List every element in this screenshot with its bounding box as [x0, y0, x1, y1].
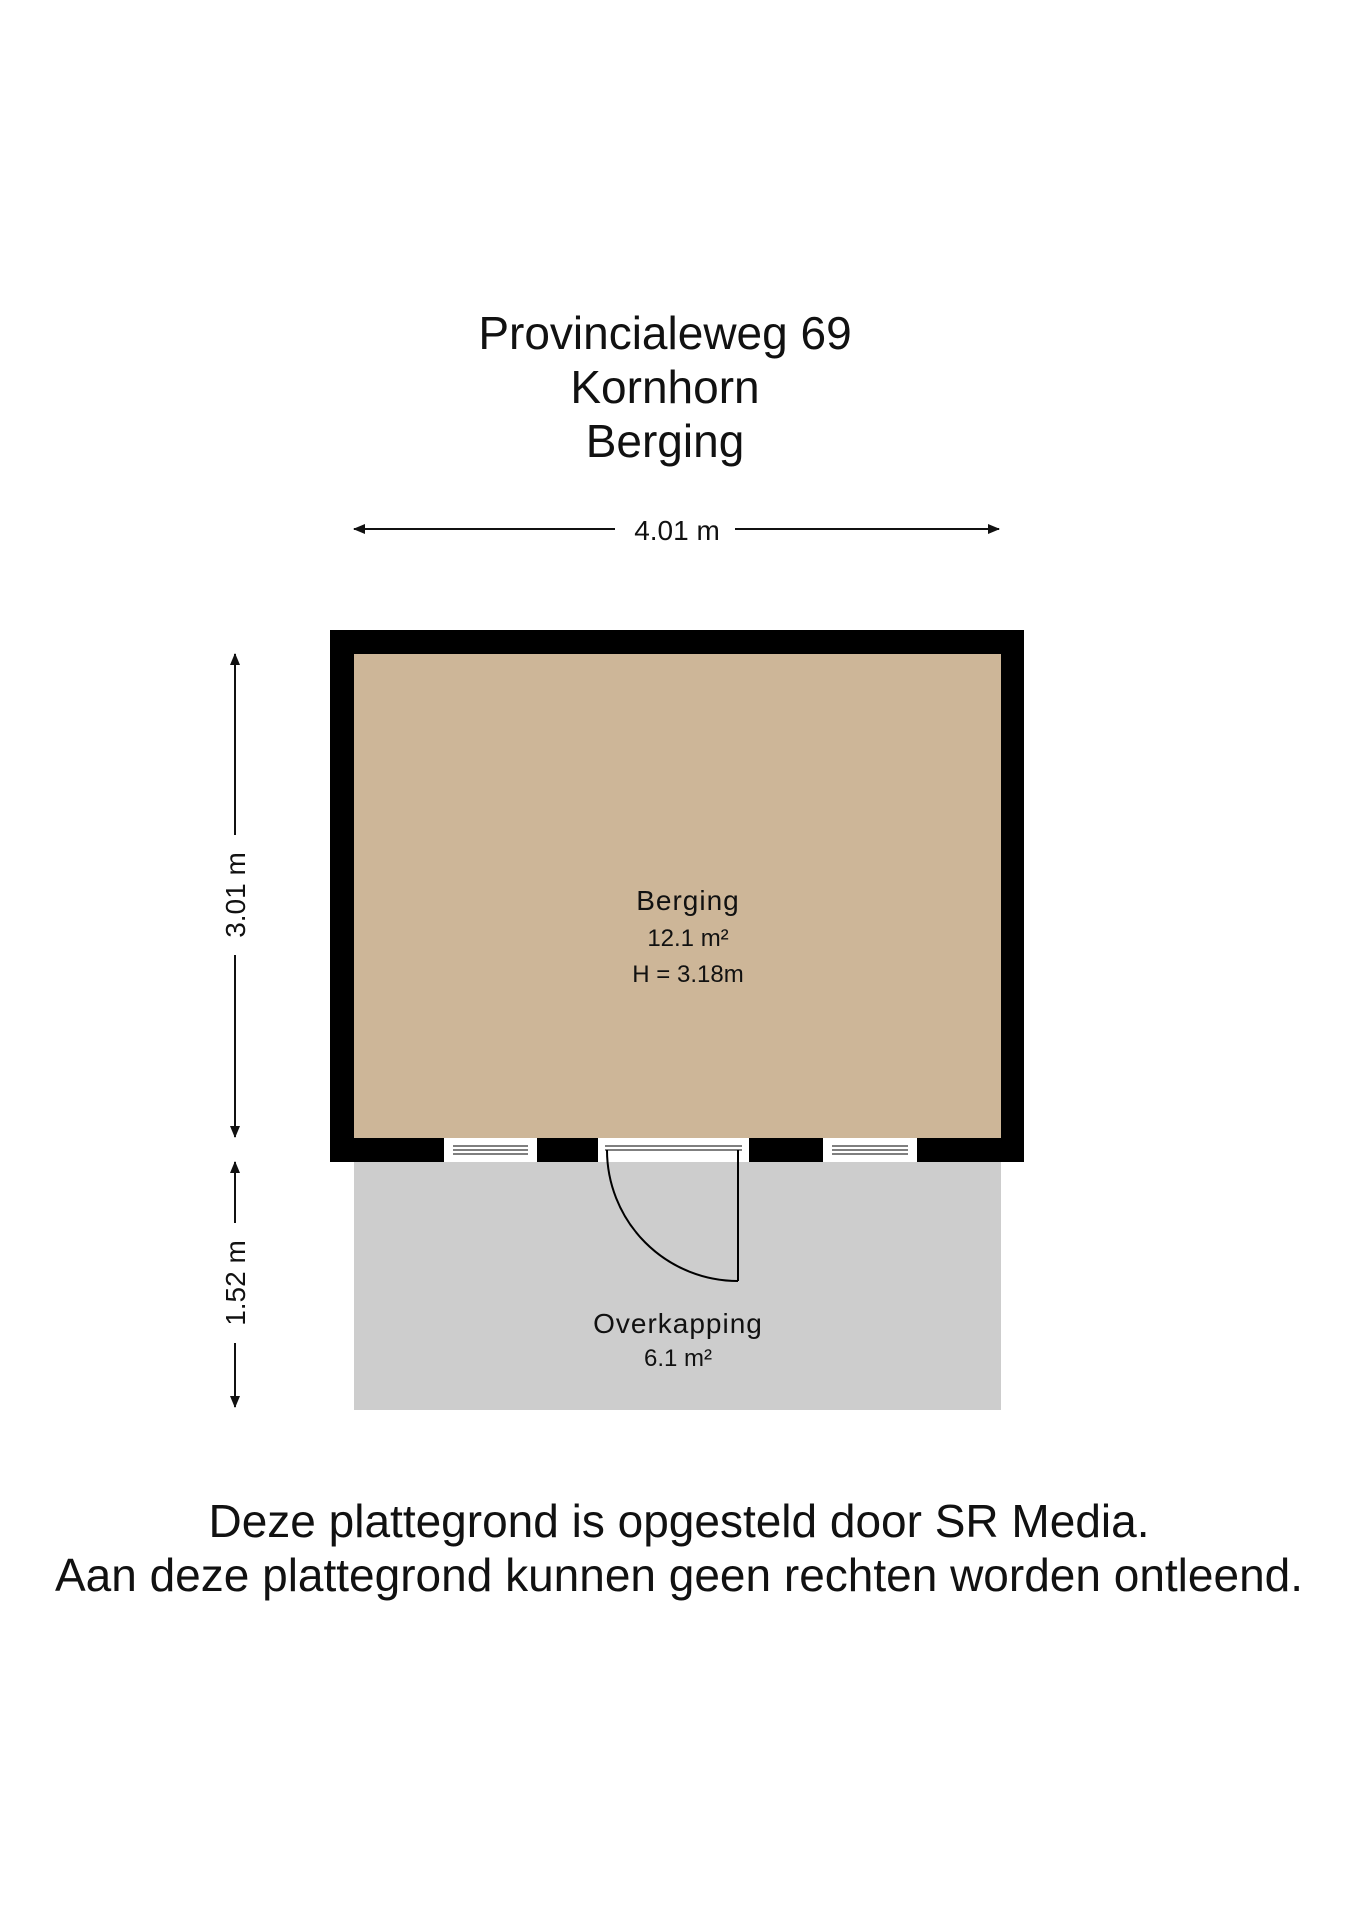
- door-opening: [597, 1138, 750, 1162]
- city-title: Kornhorn: [570, 361, 760, 413]
- disclaimer: [0, 1494, 1358, 1602]
- dimension-height-main: [220, 654, 251, 1137]
- room-label-berging: [632, 885, 743, 988]
- room-height-berging: H = 3.18m: [632, 961, 744, 988]
- dimension-width: [354, 515, 999, 546]
- room-area-berging: 12.1 m²: [647, 925, 729, 952]
- disclaimer-line-1: Deze plattegrond is opgesteld door SR Media.: [208, 1495, 1150, 1547]
- address-title: Provincialeweg 69: [478, 307, 852, 359]
- window-right: [822, 1138, 918, 1162]
- building-title: Berging: [585, 415, 745, 467]
- room-name-overkapping: Overkapping: [593, 1308, 763, 1339]
- disclaimer-line-2: Aan deze plattegrond kunnen geen rechten worden ontleend.: [54, 1549, 1304, 1601]
- room-area-overkapping: 6.1 m²: [643, 1345, 713, 1372]
- room-name-berging: Berging: [636, 885, 740, 916]
- overkapping-floor: [354, 1160, 1001, 1410]
- dimension-height-overhang-label: 1.52 m: [220, 1240, 251, 1326]
- dimension-width-label: 4.01 m: [634, 515, 720, 546]
- dimension-height-overhang: [220, 1162, 251, 1407]
- window-left: [443, 1138, 538, 1162]
- dimension-height-main-label: 3.01 m: [220, 852, 251, 938]
